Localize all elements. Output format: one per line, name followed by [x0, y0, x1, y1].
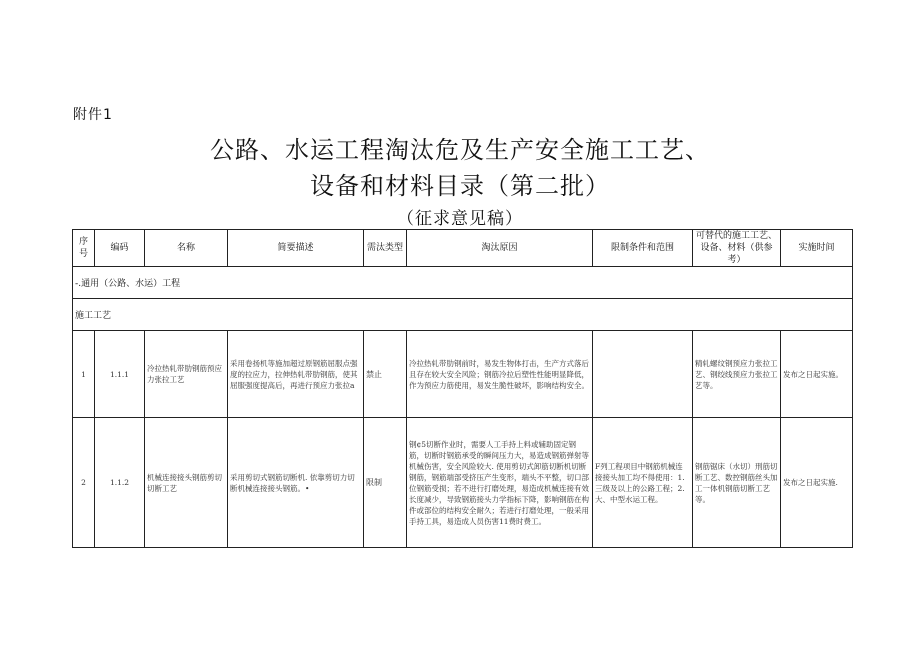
header-time: 实施时间 — [781, 230, 853, 267]
row-desc: 采用剪切式钢筋切断机. 依靠剪切力切断机械连接接头钢筋。• — [228, 418, 364, 548]
row-reason: 钢¢5切断作业时，需要人工手持上料或辅助固定钢筋，切断时钢筋承受的瞬间压力大，易造成钢筋弹射等机械伤害，安全风险较大. 使用剪切式卸筋切断机切断钢筋，钢筋端部受挤压产生变形，端头不平整，切口部位钢筋受损；若不进行打磨处理，易造成机械连接有效长度减少，导致钢筋接头力学指标下降，影响钢筋在构件或部位的结构安全耐久；若进行打磨处理，一般采用手持工具，易造成人员伤害11费时费工。 — [407, 418, 593, 548]
header-code: 编码 — [95, 230, 145, 267]
row-alt: 钢筋锯床（水切）刑筋切断工艺、数控钢筋丝头加工一体机钢筋切断工艺等。 — [693, 418, 781, 548]
header-name: 名称 — [145, 230, 228, 267]
table-row — [73, 418, 853, 548]
row-type: 限制 — [364, 418, 407, 548]
row-no: 1 — [73, 331, 95, 418]
header-limit: 限制条件和范围 — [593, 230, 693, 267]
header-alt: 可替代的施工工艺、设备、材料（供参考） — [693, 230, 781, 267]
header-reason: 淘汰原因 — [407, 230, 593, 267]
row-limit — [593, 331, 693, 418]
catalog-table — [72, 229, 853, 548]
table-row — [73, 331, 853, 418]
row-name: 冷拉热轧带肋钢筋预应力张拉工艺 — [145, 331, 228, 418]
document-title-line-2: 设备和材料目录（第二批） — [310, 172, 610, 200]
section-row-process — [73, 299, 853, 331]
row-name: 机械连接接头钢筋剪切切断工艺 — [145, 418, 228, 548]
section-row-general — [73, 267, 853, 299]
row-desc: 采用卷扬机等施加超过原钢筋屈服点强度的拉应力，拉伸热轧带肋钢筋，使其屈服强度提高后，再进行预应力张拉a — [228, 331, 364, 418]
row-code: 1.1.2 — [95, 418, 145, 548]
section-process: 施工工艺 — [73, 299, 853, 331]
row-type: 禁止 — [364, 331, 407, 418]
document-subtitle: （征求意见稿） — [397, 209, 523, 229]
header-no: 序号 — [73, 230, 95, 267]
attachment-label: 附件1 — [73, 107, 113, 123]
table-header-row — [73, 230, 853, 267]
row-time: 发布之日起实施。 — [781, 331, 853, 418]
header-desc: 简要描述 — [228, 230, 364, 267]
row-reason: 冷拉热轧带肋钢前时，易发生物体打击，生产方式落后且存在较大安全风险；钢筋冷拉后塑性性能明显降低，作为预应力筋使用，易发生脆性破坏，影响结构安全。 — [407, 331, 593, 418]
document-title-line-1: 公路、水运工程淘汰危及生产安全施工工艺、 — [210, 136, 710, 164]
row-time: 发布之日起实施. — [781, 418, 853, 548]
header-type: 需汰类型 — [364, 230, 407, 267]
row-alt: 精轧螺纹钢预应力张拉工艺、钢绞线预应力张拉工艺等。 — [693, 331, 781, 418]
section-general: -.通用（公路、水运）工程 — [73, 267, 853, 299]
row-code: 1.1.1 — [95, 331, 145, 418]
row-limit: F列工程项目中钢筋机械连接接头加工均不得使用：1.三级及以上的公路工程；2.大、中型水运工程。 — [593, 418, 693, 548]
row-no: 2 — [73, 418, 95, 548]
